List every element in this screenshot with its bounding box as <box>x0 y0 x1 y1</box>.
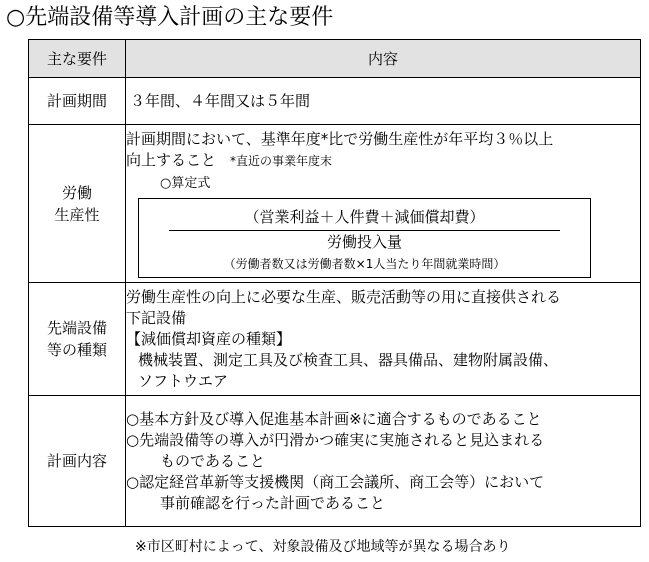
table-row-productivity <box>29 125 641 283</box>
base-year-note: *直近の事業年度末 <box>230 154 333 168</box>
table-row-equipment <box>29 283 641 396</box>
label-productivity <box>29 125 126 283</box>
label-equipment <box>29 283 126 396</box>
assets-line1: 機械装置、測定工具及び検査工具、器具備品、建物附属設備、 <box>138 350 559 369</box>
plan-item-2-line2: ものであること <box>160 451 266 470</box>
label-equipment-line1: 先端設備 <box>46 319 107 337</box>
label-productivity-line1: 労働 <box>61 183 92 202</box>
table-row-period <box>29 78 641 125</box>
formula-numerator: （営業利益＋人件費＋減価償却費） <box>244 208 485 226</box>
content-productivity <box>126 125 641 283</box>
equipment-text-line2: 下記設備 <box>126 308 187 327</box>
table-row-plan <box>29 396 641 527</box>
formula-denominator: 労働投入量 <box>326 233 402 251</box>
asset-heading: 【減価償却資産の種類】 <box>126 329 292 348</box>
formula-fraction-line <box>169 230 560 231</box>
label-productivity-line2: 生産性 <box>54 205 100 224</box>
formula-subnote: （労働者数又は労働者数×1人当たり年間就業時間） <box>223 257 506 271</box>
header-main-requirements: 主な要件 <box>29 40 126 78</box>
plan-item-2-line1: ○先端設備等の導入が円滑かつ確実に実施されると見込まれる <box>126 430 545 449</box>
label-plan-content: 計画内容 <box>29 396 126 527</box>
plan-item-3-line2: 事前確認を行った計画であること <box>160 493 386 512</box>
productivity-text-line2 <box>126 150 640 172</box>
equipment-text-line1: 労働生産性の向上に必要な生産、販売活動等の用に直接供される <box>126 287 562 306</box>
productivity-text-line2-main: 向上すること <box>126 151 217 169</box>
plan-item-3-line1: ○認定経営革新等支援機関（商工会議所、商工会等）において <box>126 472 545 491</box>
content-equipment <box>126 283 641 396</box>
footnote: ※市区町村によって、対象設備及び地域等が異なる場合あり <box>135 539 511 555</box>
label-equipment-line2: 等の種類 <box>46 341 107 359</box>
table-header-row <box>29 40 641 78</box>
productivity-text-line1: 計画期間において、基準年度*比で労働生産性が年平均３％以上 <box>126 130 554 148</box>
content-plan-period <box>126 78 641 125</box>
plan-period-value: ３年間、４年間又は５年間 <box>130 91 311 110</box>
label-plan-period: 計画期間 <box>29 78 126 125</box>
content-plan <box>126 396 641 527</box>
requirements-table <box>28 39 641 527</box>
header-content: 内容 <box>126 40 641 78</box>
formula-box <box>138 198 591 278</box>
plan-item-1: ○基本方針及び導入促進基本計画※に適合するものであること <box>126 409 542 428</box>
formula-heading: ○算定式 <box>160 176 211 191</box>
page-title: ○先端設備等導入計画の主な要件 <box>6 5 334 30</box>
assets-line2: ソフトウエア <box>138 371 229 390</box>
